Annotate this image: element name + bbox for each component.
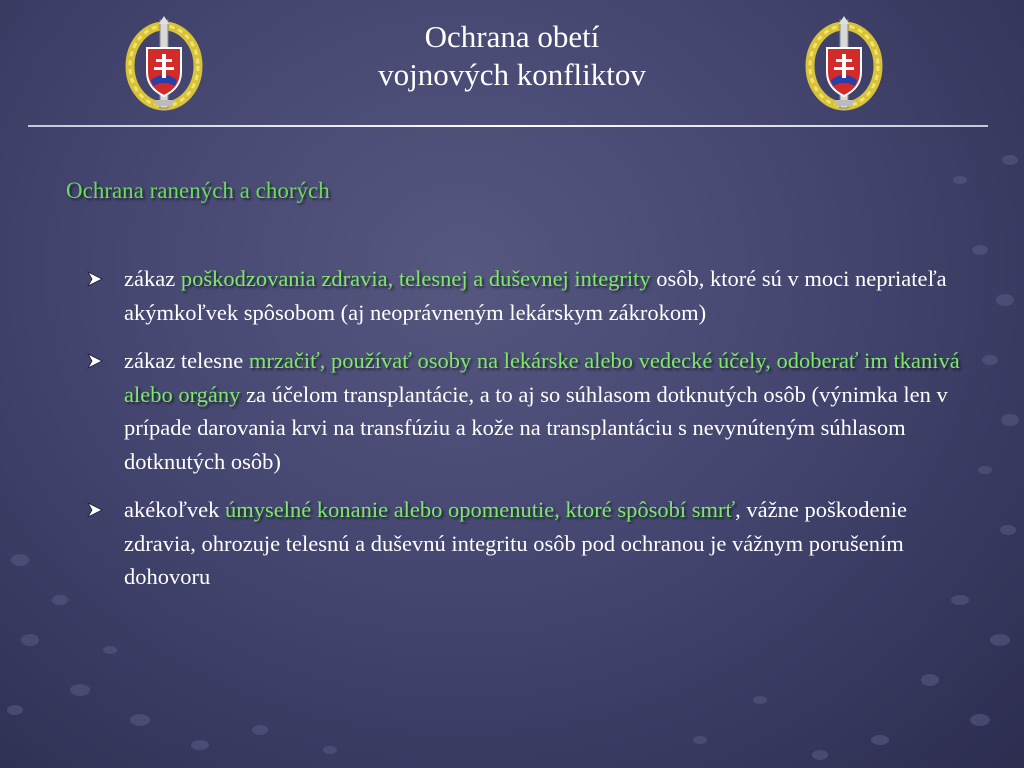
arrowhead-bullet-icon bbox=[84, 493, 124, 527]
arrowhead-bullet-icon bbox=[84, 344, 124, 378]
plain-text: akékoľvek bbox=[124, 497, 225, 522]
slide-title-line-1: Ochrana obetí bbox=[424, 19, 600, 54]
bullet-list bbox=[84, 262, 974, 609]
section-subtitle: Ochrana ranených a chorých bbox=[66, 178, 330, 203]
plain-text: osôb, ktoré sú v moci nepriateľa akýmkoľvek spôsobom (aj neoprávneným lekárskym zákrokom) bbox=[124, 266, 947, 325]
plain-text: , vážne poškodenie zdravia, ohrozuje telesnú a duševnú integritu osôb pod ochranou je vážnym porušením dohovoru bbox=[124, 497, 907, 589]
highlighted-text: mrzačiť, používať osoby na lekárske alebo vedecké účely, odoberať im tkanivá alebo orgány bbox=[124, 348, 960, 407]
slide-title-line-2: vojnových konfliktov bbox=[378, 57, 646, 92]
slide-title bbox=[262, 18, 762, 94]
bullet-item bbox=[84, 344, 974, 478]
bullet-item bbox=[84, 262, 974, 329]
bullet-text bbox=[124, 344, 969, 478]
arrowhead-bullet-icon bbox=[84, 262, 124, 296]
military-coat-of-arms-icon bbox=[805, 14, 883, 114]
bullet-text bbox=[124, 262, 969, 329]
military-coat-of-arms-icon bbox=[125, 14, 203, 114]
plain-text: za účelom transplantácie, a to aj so súhlasom dotknutých osôb (výnimka len v prípade darovania krvi na transfúziu a kože na transplantáciu s nevynúteným súhlasom dotknutých osôb) bbox=[124, 381, 948, 474]
highlighted-text: poškodzovania zdravia, telesnej a duševnej integrity bbox=[180, 266, 651, 291]
highlighted-text: úmyselné konanie alebo opomenutie, ktoré spôsobí smrť bbox=[224, 497, 736, 522]
bullet-item bbox=[84, 493, 974, 594]
plain-text: zákaz telesne bbox=[124, 348, 249, 373]
plain-text: zákaz bbox=[124, 266, 181, 291]
title-divider bbox=[28, 125, 988, 127]
bullet-text bbox=[124, 493, 969, 594]
